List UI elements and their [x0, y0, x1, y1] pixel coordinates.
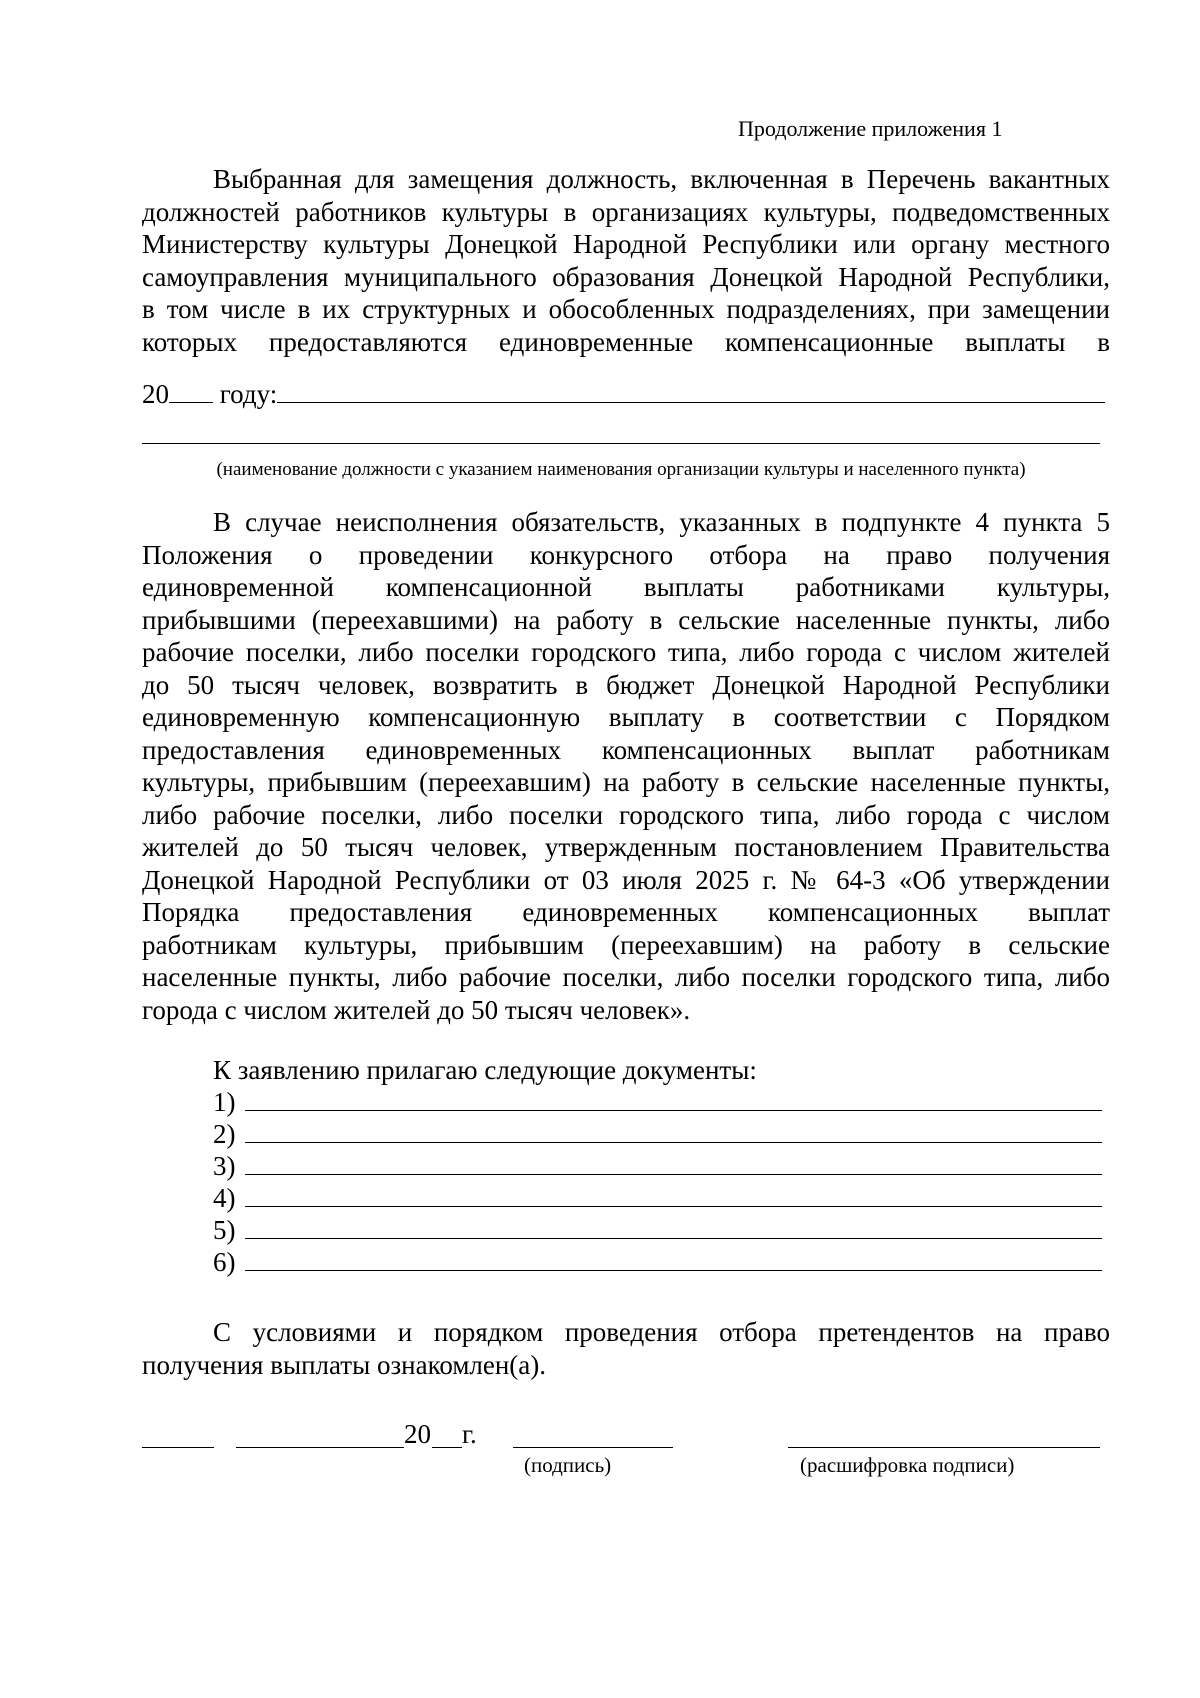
document-number: 1)	[213, 1087, 236, 1117]
paragraph-line: рабочие поселки, либо поселки городского типа, либо города с числом жителей	[142, 637, 1110, 667]
document-number: 6)	[213, 1247, 236, 1277]
date-year-prefix: 20	[404, 1419, 431, 1449]
paragraph-line: либо рабочие поселки, либо поселки городского типа, либо города с числом	[142, 799, 1110, 830]
document-number: 2)	[213, 1119, 236, 1149]
paragraph-line: предоставления единовременных компенсационных выплат работникам	[142, 734, 1110, 765]
year-suffix: году:	[213, 379, 278, 409]
paragraph-line: прибывшими (переехавшими) на работу в сельские населенные пункты, либо	[142, 604, 1110, 635]
continuation-header: Продолжение приложения 1	[738, 116, 1003, 141]
paragraph-line: единовременной компенсационной выплаты работниками культуры,	[142, 572, 1110, 602]
document-field[interactable]	[245, 1120, 1102, 1143]
paragraph-line: должностей работников культуры в организациях культуры, подведомственных	[142, 196, 1110, 227]
paragraph-line: работникам культуры, прибывшим (переехавшим) на работу в сельские	[142, 929, 1110, 960]
obligation-paragraph	[142, 506, 1110, 1026]
paragraph-line: единовременную компенсационную выплату в соответствии с Порядком	[142, 702, 1110, 732]
paragraph-line: С условиями и порядком проведения отбора претендентов на право	[213, 1317, 1110, 1347]
paragraph-line: населенные пункты, либо рабочие поселки, либо поселки городского типа, либо	[142, 962, 1110, 992]
paragraph-line: города с числом жителей до 50 тысяч человек».	[142, 994, 691, 1025]
document-item	[213, 1214, 1102, 1246]
position-name-field-continuation[interactable]	[142, 443, 1100, 444]
document-item	[213, 1182, 1102, 1214]
document-number: 4)	[213, 1183, 236, 1213]
acknowledgement-paragraph	[142, 1316, 1110, 1381]
decryption-caption: (расшифровка подписи)	[800, 1453, 1015, 1477]
document-field[interactable]	[245, 1088, 1102, 1111]
paragraph-line: которых предоставляются единовременные компенсационные выплаты в	[142, 326, 1110, 357]
date-month-field[interactable]	[236, 1447, 404, 1448]
signature-caption: (подпись)	[524, 1453, 612, 1477]
paragraph-line: в том числе в их структурных и обособленных подразделениях, при замещении	[142, 294, 1110, 324]
paragraph-line: получения выплаты ознакомлен(а).	[142, 1349, 547, 1380]
document-item	[213, 1246, 1102, 1278]
document-field[interactable]	[245, 1152, 1102, 1175]
documents-intro: К заявлению прилагаю следующие документы:	[213, 1055, 757, 1085]
position-name-field[interactable]	[277, 380, 1105, 403]
document-number: 5)	[213, 1215, 236, 1245]
paragraph-line: Министерству культуры Донецкой Народной Республики или органу местного	[142, 229, 1110, 259]
position-caption: (наименование должности с указанием наименования организации культуры и населенного пункта)	[216, 459, 1026, 480]
document-field[interactable]	[245, 1184, 1102, 1207]
paragraph-line: самоуправления муниципального образования Донецкой Народной Республики,	[142, 261, 1110, 292]
paragraph-line: культуры, прибывшим (переехавшим) на работу в сельские населенные пункты,	[142, 767, 1110, 797]
document-item	[213, 1118, 1102, 1150]
date-year-field[interactable]	[432, 1447, 462, 1448]
paragraph-line: Порядка предоставления единовременных компенсационных выплат	[142, 897, 1110, 927]
document-number: 3)	[213, 1151, 236, 1181]
year-line	[142, 378, 1110, 410]
paragraph-line: Положения о проведении конкурсного отбора на право получения	[142, 539, 1110, 570]
date-year-suffix: г.	[462, 1419, 477, 1449]
document-item	[213, 1150, 1102, 1182]
signature-field[interactable]	[513, 1447, 673, 1448]
document-field[interactable]	[245, 1216, 1102, 1239]
position-paragraph	[142, 163, 1110, 358]
paragraph-line: В случае неисполнения обязательств, указанных в подпункте 4 пункта 5	[213, 507, 1110, 537]
paragraph-line: до 50 тысяч человек, возвратить в бюджет Донецкой Народной Республики	[142, 669, 1110, 700]
date-day-field[interactable]	[142, 1447, 214, 1448]
paragraph-line: Выбранная для замещения должность, включенная в Перечень вакантных	[213, 164, 1110, 194]
signature-decryption-field[interactable]	[788, 1447, 1100, 1448]
document-item	[213, 1086, 1102, 1118]
paragraph-line: Донецкой Народной Республики от 03 июля 2025 г. № 64-3 «Об утверждении	[142, 864, 1110, 895]
paragraph-line: жителей до 50 тысяч человек, утвержденным постановлением Правительства	[142, 832, 1110, 862]
year-prefix: 20	[142, 379, 169, 409]
document-field[interactable]	[245, 1248, 1102, 1271]
year-blank[interactable]	[169, 380, 213, 403]
